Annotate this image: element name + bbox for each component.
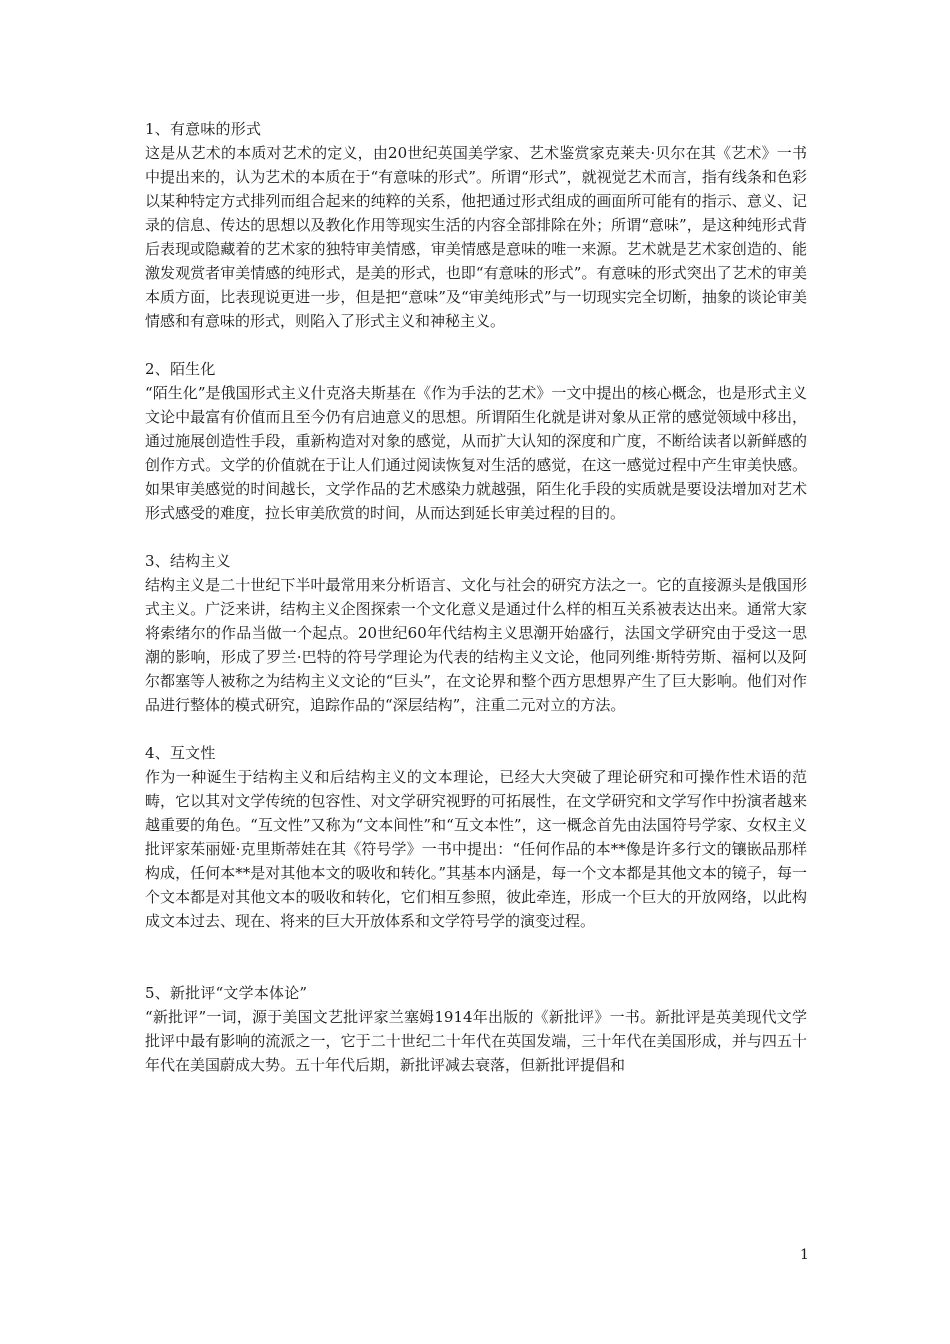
section-heading: 2、陌生化 — [145, 360, 216, 378]
section-heading: 1、有意味的形式 — [145, 120, 262, 138]
paragraph-spacer — [145, 933, 807, 981]
section-paragraph: 结构主义是二十世纪下半叶最常用来分析语言、文化与社会的研究方法之一。它的直接源头是俄国形式主义。广泛来讲，结构主义企图探索一个文化意义是通过什么样的相互关系被表达出来。通常大家将索绪尔的作品当做一个起点。20世纪60年代结构主义思潮开始盛行，法国文学研究由于受这一思潮的影响，形成了罗兰·巴特的符号学理论为代表的结构主义文论，他同列维·斯特劳斯、福柯以及阿尔都塞等人被称之为结构主义文论的“巨头”，在文论界和整个西方思想界产生了巨大影响。他们对作品进行整体的模式研究，追踪作品的“深层结构”，注重二元对立的方法。 — [145, 576, 807, 714]
section-new-criticism — [145, 981, 807, 1077]
paragraph-spacer — [145, 333, 807, 357]
section-heading: 4、互文性 — [145, 744, 216, 762]
section-structuralism — [145, 549, 807, 717]
section-significant-form — [145, 117, 807, 333]
section-paragraph: 作为一种诞生于结构主义和后结构主义的文本理论，已经大大突破了理论研究和可操作性术语的范畴，它以其对文学传统的包容性、对文学研究视野的可拓展性，在文学研究和文学写作中扮演者越来越重要的角色。“互文性”又称为“文本间性”和“互文本性”，这一概念首先由法国符号学家、女权主义批评家茱丽娅·克里斯蒂娃在其《符号学》一书中提出：“任何作品的本**像是许多行文的镶嵌品那样构成，任何本**是对其他本文的吸收和转化。”其基本内涵是，每一个文本都是其他文本的镜子，每一个文本都是对其他文本的吸收和转化，它们相互参照，彼此牵连，形成一个巨大的开放网络，以此构成文本过去、现在、将来的巨大开放体系和文学符号学的演变过程。 — [145, 768, 807, 930]
section-heading: 3、结构主义 — [145, 552, 231, 570]
section-heading: 5、新批评“文学本体论” — [145, 984, 308, 1002]
document-page — [145, 117, 807, 1077]
paragraph-spacer — [145, 717, 807, 741]
section-defamiliarization — [145, 357, 807, 525]
section-paragraph: “新批评”一词，源于美国文艺批评家兰塞姆1914年出版的《新批评》一书。新批评是英美现代文学批评中最有影响的流派之一，它于二十世纪二十年代在英国发端，三十年代在美国形成，并与四五十年代在美国蔚成大势。五十年代后期，新批评减去衰落，但新批评提倡和 — [145, 1008, 807, 1074]
section-paragraph: “陌生化”是俄国形式主义什克洛夫斯基在《作为手法的艺术》一文中提出的核心概念，也是形式主义文论中最富有价值而且至今仍有启迪意义的思想。所谓陌生化就是讲对象从正常的感觉领域中移出，通过施展创造性手段，重新构造对对象的感觉，从而扩大认知的深度和广度，不断给读者以新鲜感的创作方式。文学的价值就在于让人们通过阅读恢复对生活的感觉，在这一感觉过程中产生审美快感。如果审美感觉的时间越长，文学作品的艺术感染力就越强，陌生化手段的实质就是要设法增加对艺术形式感受的难度，拉长审美欣赏的时间，从而达到延长审美过程的目的。 — [145, 384, 807, 522]
section-intertextuality — [145, 741, 807, 933]
section-paragraph: 这是从艺术的本质对艺术的定义，由20世纪英国美学家、艺术鉴赏家克莱夫·贝尔在其《艺术》一书中提出来的，认为艺术的本质在于“有意味的形式”。所谓“形式”，就视觉艺术而言，指有线条和色彩以某种特定方式排列而组合起来的纯粹的关系，他把通过形式组成的画面所可能有的指示、意义、记录的信息、传达的思想以及教化作用等现实生活的内容全部排除在外；所谓“意味”，是这种纯形式背后表现或隐藏着的艺术家的独特审美情感，审美情感是意味的唯一来源。艺术就是艺术家创造的、能激发观赏者审美情感的纯形式，是美的形式，也即“有意味的形式”。有意味的形式突出了艺术的审美本质方面，比表现说更进一步，但是把“意味”及“审美纯形式”与一切现实完全切断，抽象的谈论审美情感和有意味的形式，则陷入了形式主义和神秘主义。 — [145, 144, 807, 330]
page-number: 1 — [800, 1247, 809, 1263]
paragraph-spacer — [145, 525, 807, 549]
